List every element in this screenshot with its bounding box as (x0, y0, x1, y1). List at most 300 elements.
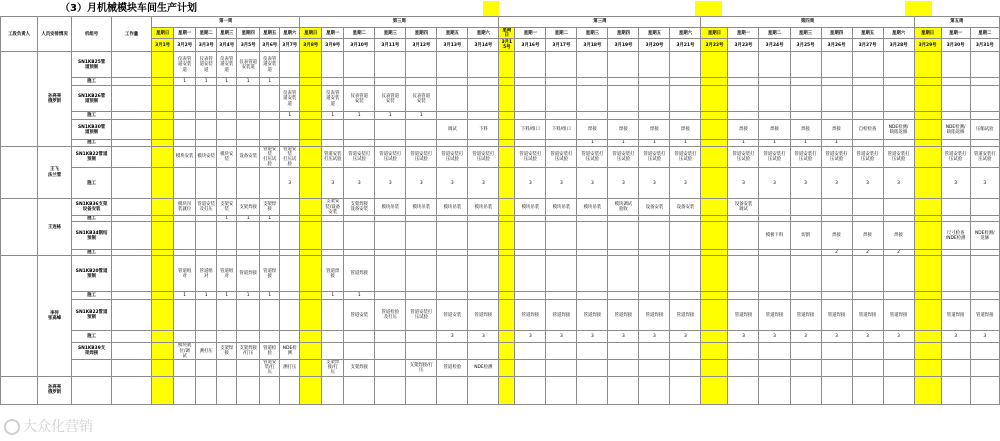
task-cell: NDE检测/ 缺陷返修 (883, 120, 914, 140)
crew-count-cell (280, 331, 300, 343)
crew-count-cell (577, 112, 608, 120)
machine-label: SN1KB25管 道预制 (72, 52, 112, 78)
task-cell: 模块吊 装就位 (174, 199, 196, 216)
task-cell (670, 222, 701, 250)
weekday-header: 星期日 (300, 28, 322, 39)
task-cell (883, 343, 914, 360)
date-header: 3月26号 (821, 39, 852, 52)
crew-count-cell: 1 (174, 78, 196, 86)
task-cell: 焊接 (821, 120, 852, 140)
task-cell: 管道焊接 (970, 300, 999, 331)
task-cell: 管道安 装/打 压 (260, 360, 280, 377)
task-cell: 管道安装打 压试验 (790, 146, 821, 168)
task-cell (639, 343, 670, 360)
task-cell (759, 360, 790, 377)
crew-count-cell (970, 112, 999, 120)
date-header: 3月9号 (322, 39, 344, 52)
workload-cell (112, 78, 152, 86)
task-cell (852, 360, 883, 377)
weekday-header: 星期一 (174, 28, 196, 39)
task-cell (406, 256, 437, 292)
task-cell (300, 376, 322, 404)
task-cell (941, 199, 970, 216)
weekday-header: 星期四 (237, 28, 260, 39)
task-cell (670, 256, 701, 292)
task-cell (515, 86, 546, 112)
crew-count-cell (970, 292, 999, 300)
crew-count-cell (608, 112, 639, 120)
task-cell (790, 199, 821, 216)
task-cell (701, 360, 728, 377)
task-cell (790, 256, 821, 292)
production-plan-table (0, 16, 1000, 405)
task-cell (196, 120, 217, 140)
machine-label: SN1KB39支 架焊接 (72, 343, 112, 360)
workload-cell (112, 292, 152, 300)
task-cell (701, 376, 728, 404)
task-cell (941, 256, 970, 292)
date-header: 3月30号 (941, 39, 970, 52)
task-cell (300, 52, 322, 78)
crew-count-cell (577, 292, 608, 300)
task-cell: 管道安装打 压试验 (468, 146, 499, 168)
group-owner-cell (1, 146, 38, 199)
task-cell (970, 376, 999, 404)
task-cell: 管道组 对 (196, 256, 217, 292)
task-cell: 模块吊装 (375, 199, 406, 216)
task-cell (759, 376, 790, 404)
crew-count-cell: 3 (515, 331, 546, 343)
date-header: 3月1号 (152, 39, 174, 52)
date-header: 3月8号 (300, 39, 322, 52)
workload-cell (112, 86, 152, 112)
task-cell (821, 343, 852, 360)
task-cell: 焊接 (790, 120, 821, 140)
task-cell: 焊接 (639, 120, 670, 140)
task-cell (196, 376, 217, 404)
task-cell (217, 376, 237, 404)
task-cell: 管道焊接 (821, 300, 852, 331)
task-cell (759, 256, 790, 292)
task-cell: 管道安装 打压试验 (280, 146, 300, 168)
task-cell (701, 120, 728, 140)
task-cell (639, 222, 670, 250)
weekday-header: 星期日 (499, 28, 515, 39)
crew-count-cell (237, 331, 260, 343)
crew-count-cell (883, 292, 914, 300)
task-cell (437, 256, 468, 292)
task-cell (515, 222, 546, 250)
date-header: 3月24号 (759, 39, 790, 52)
task-cell (322, 300, 344, 331)
weekday-header: 星期五 (260, 28, 280, 39)
task-cell (790, 376, 821, 404)
weekday-header: 星期三 (577, 28, 608, 39)
task-cell: 管道安装打 压试验 (941, 146, 970, 168)
date-header: 3月21号 (670, 39, 701, 52)
task-cell (322, 376, 344, 404)
date-header: 3月12号 (406, 39, 437, 52)
task-cell (701, 199, 728, 216)
task-cell: 管道安装打 压试验 (759, 146, 790, 168)
task-cell: 管道安装打 压试验 (437, 146, 468, 168)
task-cell (152, 146, 174, 168)
task-cell (300, 300, 322, 331)
crew-count-cell: 3 (546, 331, 577, 343)
crew-count-cell (217, 331, 237, 343)
task-cell: 管道安装打 压试验 (670, 146, 701, 168)
task-cell (852, 376, 883, 404)
task-cell: 模块调试 验收 (608, 199, 639, 216)
workload-cell (112, 256, 152, 292)
crew-count-cell (174, 112, 196, 120)
task-cell (300, 86, 322, 112)
date-header: 3月28号 (883, 39, 914, 52)
task-cell: 管道焊接 (546, 300, 577, 331)
week-header: 第四周 (701, 17, 914, 28)
task-cell (821, 256, 852, 292)
group-name: 孙亮亮 俄罗斯 (38, 376, 72, 404)
task-cell (152, 52, 174, 78)
header-person: 人员安排情况 (38, 17, 72, 52)
crew-count-cell: 1 (639, 140, 670, 146)
workload-cell (112, 300, 152, 331)
crew-count-cell: 3 (821, 168, 852, 199)
crew-count-cell: 1 (280, 112, 300, 120)
task-cell (883, 199, 914, 216)
crew-count-cell: 3 (821, 331, 852, 343)
crew-count-cell: 3 (577, 331, 608, 343)
crew-count-cell: 3 (280, 168, 300, 199)
task-cell (196, 86, 217, 112)
task-cell (515, 52, 546, 78)
crew-count-cell: 1 (790, 140, 821, 146)
date-header: 3月11号 (375, 39, 406, 52)
crew-count-cell (914, 112, 941, 120)
crew-count-cell (728, 78, 759, 86)
crew-count-cell: 1 (196, 78, 217, 86)
task-cell (670, 343, 701, 360)
crew-count-cell: 3 (375, 168, 406, 199)
crew-count-cell (260, 112, 280, 120)
task-cell (546, 343, 577, 360)
task-cell (852, 52, 883, 78)
task-cell (790, 360, 821, 377)
task-cell (406, 222, 437, 250)
weekday-header: 星期二 (196, 28, 217, 39)
task-cell (759, 199, 790, 216)
task-cell: 管道焊接 (728, 300, 759, 331)
task-cell (728, 343, 759, 360)
task-cell (344, 120, 375, 140)
crew-count-cell: 1 (217, 292, 237, 300)
task-cell (914, 120, 941, 140)
task-cell: 模块安装 (174, 146, 196, 168)
crew-count-cell (499, 112, 515, 120)
task-cell: 管道安装 打压试验 (322, 146, 344, 168)
task-cell (515, 256, 546, 292)
task-cell (300, 343, 322, 360)
task-cell: 管道焊接 (941, 300, 970, 331)
weekday-header: 星期五 (437, 28, 468, 39)
date-header: 3月10号 (344, 39, 375, 52)
task-cell (375, 52, 406, 78)
task-cell (468, 376, 499, 404)
task-cell (759, 52, 790, 78)
task-cell (174, 300, 196, 331)
group-owner-cell (1, 199, 38, 256)
crew-count-cell (670, 112, 701, 120)
weekday-header: 星期六 (883, 28, 914, 39)
task-cell: 下料/组口 (546, 120, 577, 140)
task-cell: 支架焊接 (260, 199, 280, 216)
date-header: 3月29号 (914, 39, 941, 52)
task-cell (790, 343, 821, 360)
task-cell: 管道安装打 压试验 (970, 146, 999, 168)
weekday-header: 星期六 (280, 28, 300, 39)
machine-label: SN1KB30管 道预制 (72, 120, 112, 140)
task-cell (914, 256, 941, 292)
task-cell (941, 376, 970, 404)
crew-count-cell: 1 (608, 140, 639, 146)
task-cell (639, 52, 670, 78)
crew-count-cell: 3 (468, 331, 499, 343)
crew-count-cell (300, 168, 322, 199)
task-cell: 支架安 装 (217, 199, 237, 216)
group-name: 孙亮亮 俄罗斯 (38, 52, 72, 146)
crew-count-cell: 1 (217, 78, 237, 86)
task-cell (375, 120, 406, 140)
task-cell: 管道焊接 (344, 256, 375, 292)
task-cell (217, 300, 237, 331)
task-cell (546, 86, 577, 112)
crew-count-cell (280, 292, 300, 300)
task-cell: 焊接 (759, 120, 790, 140)
task-cell (468, 222, 499, 250)
task-cell: 仪表管 道安装 道 (174, 52, 196, 78)
crew-count-cell (322, 331, 344, 343)
crew-count-cell: 1 (344, 112, 375, 120)
task-cell: 管道安装打 压试验 (608, 146, 639, 168)
watermark-text: 大众化营销 (23, 419, 93, 435)
crew-count-cell: 1 (670, 140, 701, 146)
title-highlight (905, 1, 932, 16)
crew-count-cell (515, 292, 546, 300)
task-cell (375, 222, 406, 250)
crew-count-cell (437, 78, 468, 86)
crew-count-cell: 1 (174, 292, 196, 300)
crew-count-cell: 3 (790, 331, 821, 343)
task-cell (499, 146, 515, 168)
task-cell: 设备安装 (237, 146, 260, 168)
task-cell (280, 52, 300, 78)
task-cell (499, 86, 515, 112)
weekday-header: 星期六 (468, 28, 499, 39)
crew-count-cell: 3 (852, 168, 883, 199)
title-highlight (483, 1, 499, 16)
group-owner-cell (1, 52, 38, 146)
task-cell: 管道焊接 (237, 256, 260, 292)
task-cell: 设备安装 (639, 199, 670, 216)
machine-label: SN1KB26管 道预制 (72, 86, 112, 112)
header-workload: 工作量 (112, 17, 152, 52)
weekday-header: 星期日 (701, 28, 728, 39)
task-cell: 仪表管道 安装道 (237, 52, 260, 78)
workload-cell (112, 112, 152, 120)
work-label: 施工 (72, 78, 112, 86)
task-cell (639, 376, 670, 404)
weekday-header: 星期一 (941, 28, 970, 39)
task-cell (499, 222, 515, 250)
task-cell (914, 376, 941, 404)
task-cell: 管道安装打 压试验 (546, 146, 577, 168)
crew-count-cell (260, 168, 280, 199)
crew-count-cell: 3 (322, 168, 344, 199)
task-cell: 支架焊接 /打压 (237, 343, 260, 360)
crew-count-cell (196, 112, 217, 120)
group-owner-cell (1, 256, 38, 376)
work-label: 施工 (72, 292, 112, 300)
task-cell (701, 86, 728, 112)
task-cell: 管道焊接 (515, 300, 546, 331)
task-cell (577, 52, 608, 78)
weekday-header: 星期二 (546, 28, 577, 39)
task-cell (790, 52, 821, 78)
task-cell (577, 86, 608, 112)
task-cell (639, 256, 670, 292)
crew-count-cell (701, 78, 728, 86)
task-cell (759, 343, 790, 360)
task-cell (728, 376, 759, 404)
task-cell (260, 222, 280, 250)
task-cell (883, 86, 914, 112)
work-label: 施工 (72, 250, 112, 256)
crew-count-cell: 3 (790, 168, 821, 199)
task-cell (670, 86, 701, 112)
task-cell: 焊接 (883, 222, 914, 250)
task-cell (941, 343, 970, 360)
task-cell: 管道安装打 压试验 (375, 146, 406, 168)
crew-count-cell (375, 78, 406, 86)
work-label: 施工 (72, 216, 112, 222)
task-cell (322, 343, 344, 360)
task-cell: 管道安装打 压试验 (406, 300, 437, 331)
task-cell (300, 360, 322, 377)
task-cell (970, 343, 999, 360)
task-cell (406, 376, 437, 404)
crew-count-cell (499, 292, 515, 300)
task-cell (639, 360, 670, 377)
task-cell (821, 52, 852, 78)
task-cell (941, 52, 970, 78)
workload-cell (112, 52, 152, 78)
task-cell (152, 256, 174, 292)
date-header: 3月4号 (217, 39, 237, 52)
task-cell: 管道安装 (344, 300, 375, 331)
task-cell (970, 199, 999, 216)
crew-count-cell (300, 112, 322, 120)
date-header: 3月2号 (174, 39, 196, 52)
task-cell (174, 376, 196, 404)
date-header: 3月25号 (790, 39, 821, 52)
task-cell (499, 360, 515, 377)
task-cell (468, 52, 499, 78)
crew-count-cell: 3 (608, 168, 639, 199)
crew-count-cell: 1 (375, 112, 406, 120)
task-cell (728, 222, 759, 250)
task-cell (375, 343, 406, 360)
task-cell: 切割 (790, 222, 821, 250)
crew-count-cell: 1 (237, 78, 260, 86)
task-cell: 仪表管道 安装 (344, 86, 375, 112)
task-cell: 管道检验 及打压 (375, 300, 406, 331)
crew-count-cell (701, 168, 728, 199)
task-cell (237, 360, 260, 377)
task-cell: 模块吊装 (515, 199, 546, 216)
task-cell (280, 199, 300, 216)
crew-count-cell (152, 112, 174, 120)
crew-count-cell: 3 (515, 168, 546, 199)
crew-count-cell (406, 78, 437, 86)
machine-label (72, 360, 112, 377)
task-cell (914, 146, 941, 168)
crew-count-cell (608, 78, 639, 86)
task-cell: 焊接 (728, 120, 759, 140)
crew-count-cell: 3 (883, 331, 914, 343)
task-cell: 管道焊接 (260, 256, 280, 292)
task-cell (670, 360, 701, 377)
task-cell: 模块吊装 (437, 199, 468, 216)
task-cell: 管道焊接 (759, 300, 790, 331)
task-cell (608, 343, 639, 360)
task-cell (174, 120, 196, 140)
crew-count-cell: 1 (821, 140, 852, 146)
task-cell (174, 86, 196, 112)
crew-count-cell: 3 (670, 168, 701, 199)
workload-cell (112, 376, 152, 404)
task-cell (883, 376, 914, 404)
task-cell: 支架焊接/打 压 (406, 360, 437, 377)
weekday-header: 星期六 (670, 28, 701, 39)
crew-count-cell (152, 292, 174, 300)
crew-count-cell: 3 (608, 331, 639, 343)
date-header: 3月23号 (728, 39, 759, 52)
crew-count-cell: 3 (970, 331, 999, 343)
task-cell (639, 86, 670, 112)
crew-count-cell (852, 292, 883, 300)
watermark (4, 416, 93, 436)
crew-count-cell: 1 (260, 216, 280, 222)
task-cell: 管道焊接 (639, 300, 670, 331)
task-cell (670, 52, 701, 78)
crew-count-cell (260, 331, 280, 343)
crew-count-cell: 1 (217, 216, 237, 222)
crew-count-cell (196, 331, 217, 343)
task-cell (970, 360, 999, 377)
task-cell: 管道安装打 压试验 (639, 146, 670, 168)
task-cell (821, 86, 852, 112)
task-cell: 模块安装 (196, 146, 217, 168)
crew-count-cell: 3 (437, 168, 468, 199)
task-cell: 管道安装 (437, 300, 468, 331)
crew-count-cell (546, 78, 577, 86)
task-cell: 模板下料 (759, 222, 790, 250)
weekday-header: 星期四 (821, 28, 852, 39)
crew-count-cell (728, 292, 759, 300)
crew-count-cell (759, 292, 790, 300)
date-header: 3月17号 (546, 39, 577, 52)
crew-count-cell (883, 112, 914, 120)
